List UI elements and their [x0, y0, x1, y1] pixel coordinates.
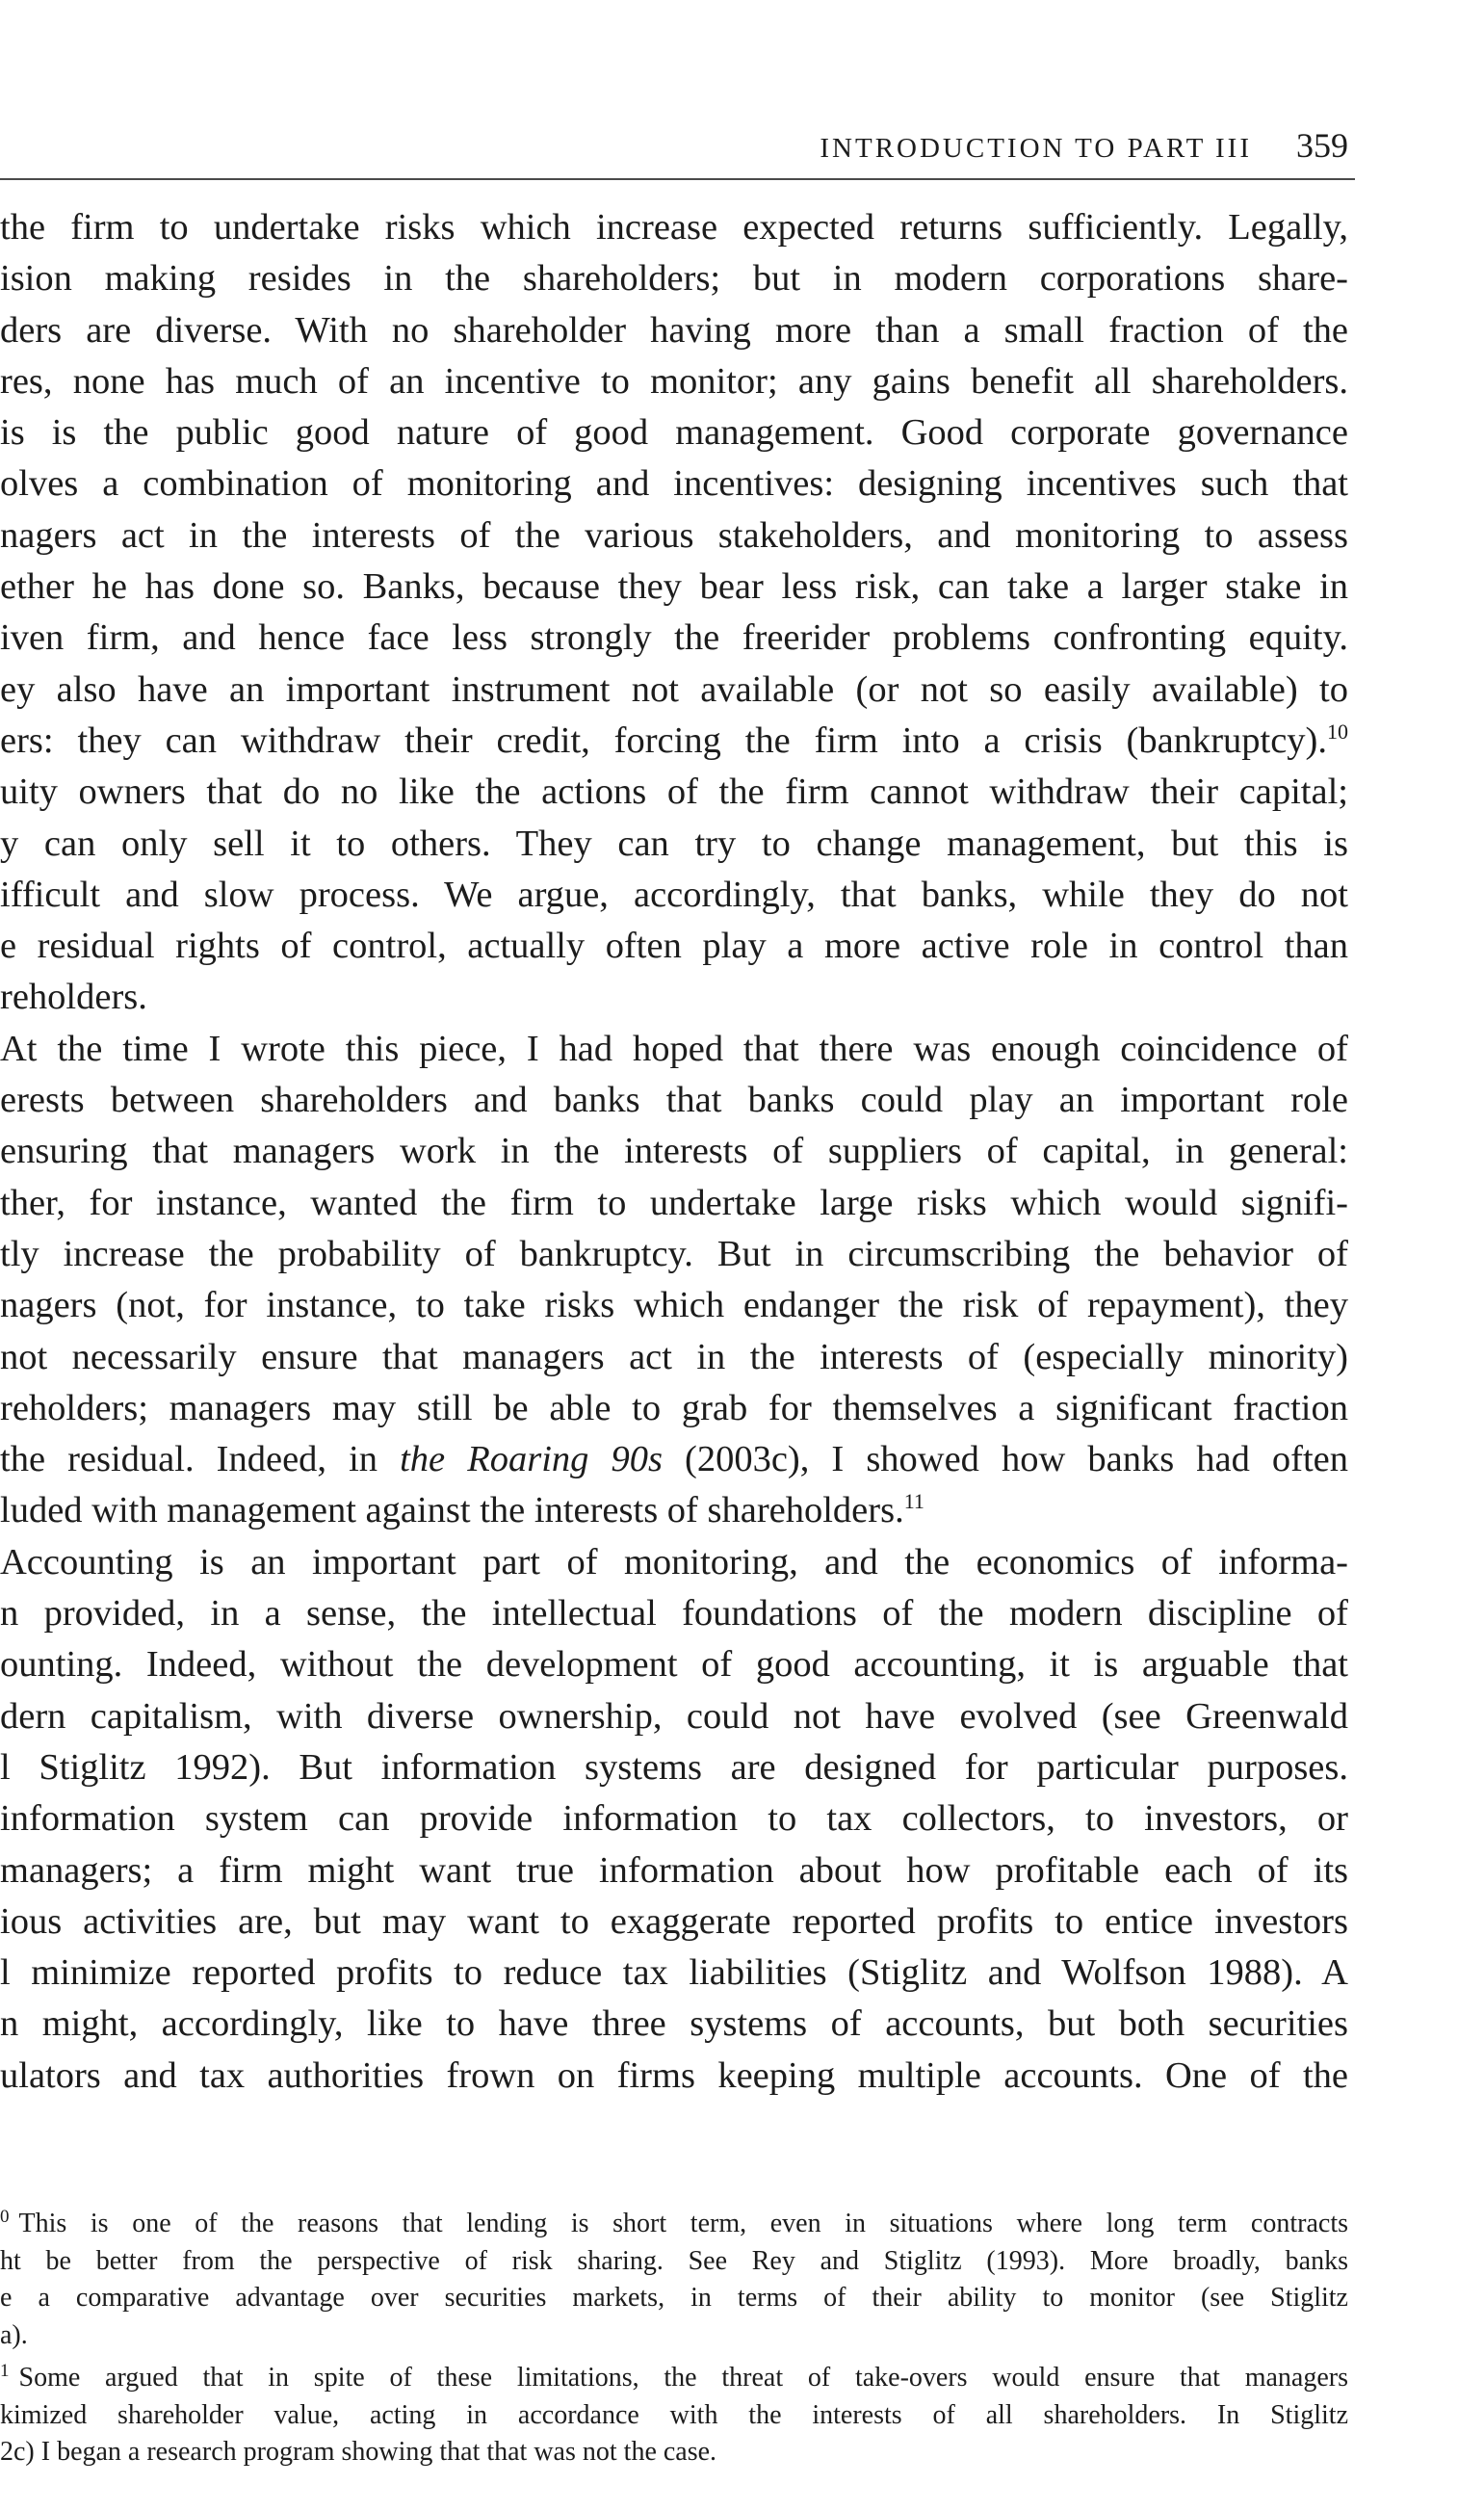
- body-line: ounting. Indeed, without the development of good accounting, it is arguable that: [0, 1644, 1348, 1686]
- footnote-11-mark: 1: [0, 2361, 10, 2381]
- running-head-title: INTRODUCTION TO PART III: [820, 133, 1252, 164]
- body-line: e residual rights of control, actually often play a more active role in control than: [0, 926, 1348, 967]
- footnote-ref-10[interactable]: 10: [1327, 719, 1348, 744]
- footnotes: [0, 2206, 1348, 2472]
- body-line: y can only sell it to others. They can try to change management, but this is: [0, 823, 1348, 864]
- body-line: reholders; managers may still be able to grab for themselves a significant fraction: [0, 1387, 1348, 1428]
- body-line: ulators and tax authorities frown on firms keeping multiple accounts. One of the: [0, 2054, 1348, 2096]
- body-line: l minimize reported profits to reduce tax liabilities (Stiglitz and Wolfson 1988). A: [0, 1952, 1348, 1994]
- body-line: tly increase the probability of bankruptcy. But in circumscribing the behavior of: [0, 1233, 1348, 1274]
- body-line: At the time I wrote this piece, I had hoped that there was enough coincidence of: [0, 1028, 1348, 1069]
- footnote-text: This is one of the reasons that lending is short term, even in situations where long term contracts: [18, 2209, 1348, 2238]
- body-line: [0, 716, 1348, 767]
- body-line: reholders.: [0, 977, 147, 1018]
- body-line: ther, for instance, wanted the firm to undertake large risks which would signifi-: [0, 1182, 1348, 1223]
- body-line: nagers act in the interests of the various stakeholders, and monitoring to assess: [0, 514, 1348, 556]
- body-line: is is the public good nature of good management. Good corporate governance: [0, 412, 1348, 454]
- body-text: [0, 202, 1348, 2102]
- footnote-10-line: e a comparative advantage over securities markets, in terms of their ability to monitor (see Stiglitz: [0, 2283, 1348, 2313]
- body-line: ensuring that managers work in the interests of suppliers of capital, in general:: [0, 1131, 1348, 1172]
- footnote-11-line: 2c) I began a research program showing that that was not the case.: [0, 2437, 717, 2467]
- body-line: managers; a firm might want true information about how profitable each of its: [0, 1849, 1348, 1891]
- footnote-text: Some argued that in spite of these limitations, the threat of take-overs would ensure that managers: [18, 2363, 1348, 2393]
- body-line: dern capitalism, with diverse ownership, could not have evolved (see Greenwald: [0, 1695, 1348, 1737]
- body-line: uity owners that do no like the actions of the firm cannot withdraw their capital;: [0, 772, 1348, 813]
- body-line-text: the residual. Indeed, in: [0, 1439, 378, 1480]
- body-line: res, none has much of an incentive to monitor; any gains benefit all shareholders.: [0, 360, 1348, 402]
- body-line: n might, accordingly, like to have three systems of accounts, but both securities: [0, 2003, 1348, 2045]
- body-line: [0, 1485, 1348, 1536]
- body-line: not necessarily ensure that managers act in the interests of (especially minority): [0, 1336, 1348, 1377]
- body-line: erests between shareholders and banks that banks could play an important role: [0, 1080, 1348, 1121]
- body-line: olves a combination of monitoring and incentives: designing incentives such that: [0, 463, 1348, 505]
- body-line-text: (2003c), I showed how banks had often: [662, 1439, 1348, 1480]
- running-head: [713, 125, 1348, 173]
- footnote-11-line: kimized shareholder value, acting in accordance with the interests of all shareholders. In Stiglitz: [0, 2399, 1348, 2430]
- page-number: 359: [1296, 126, 1348, 165]
- body-line: the firm to undertake risks which increase expected returns sufficiently. Legally,: [0, 207, 1348, 248]
- body-line: ision making resides in the shareholders; but in modern corporations share-: [0, 258, 1348, 300]
- body-line: Accounting is an important part of monitoring, and the economics of informa-: [0, 1541, 1348, 1582]
- footnote-10-line: a).: [0, 2319, 28, 2350]
- body-line: l Stiglitz 1992). But information systems are designed for particular purposes.: [0, 1746, 1348, 1788]
- body-line: iven firm, and hence face less strongly the freerider problems confronting equity.: [0, 617, 1348, 659]
- body-line: ious activities are, but may want to exaggerate reported profits to entice investors: [0, 1900, 1348, 1942]
- body-line: [0, 1434, 1348, 1485]
- footnote-11-line: [0, 2360, 1348, 2397]
- footnote-10-mark: 0: [0, 2207, 10, 2227]
- body-line: ifficult and slow process. We argue, accordingly, that banks, while they do not: [0, 874, 1348, 915]
- footnote-10-line: ht be better from the perspective of risk sharing. See Rey and Stiglitz (1993). More broadly, banks: [0, 2245, 1348, 2276]
- footnote-ref-11[interactable]: 11: [903, 1489, 924, 1514]
- body-line: ey also have an important instrument not available (or not so easily available) to: [0, 668, 1348, 710]
- body-line-text: luded with management against the interests of shareholders.: [0, 1490, 904, 1531]
- body-line-text: ers: they can withdraw their credit, forcing the firm into a crisis (bankruptcy).: [0, 719, 1327, 761]
- body-line: nagers (not, for instance, to take risks which endanger the risk of repayment), they: [0, 1285, 1348, 1326]
- footnote-10-line: [0, 2206, 1348, 2243]
- header-rule: [0, 178, 1355, 180]
- body-line: information system can provide information to tax collectors, to investors, or: [0, 1798, 1348, 1840]
- body-line: ders are diverse. With no shareholder having more than a small fraction of the: [0, 309, 1348, 351]
- body-line: n provided, in a sense, the intellectual foundations of the modern discipline of: [0, 1593, 1348, 1635]
- body-line: ether he has done so. Banks, because they bear less risk, can take a larger stake in: [0, 566, 1348, 608]
- book-title-roaring-90s: the Roaring 90s: [400, 1439, 663, 1480]
